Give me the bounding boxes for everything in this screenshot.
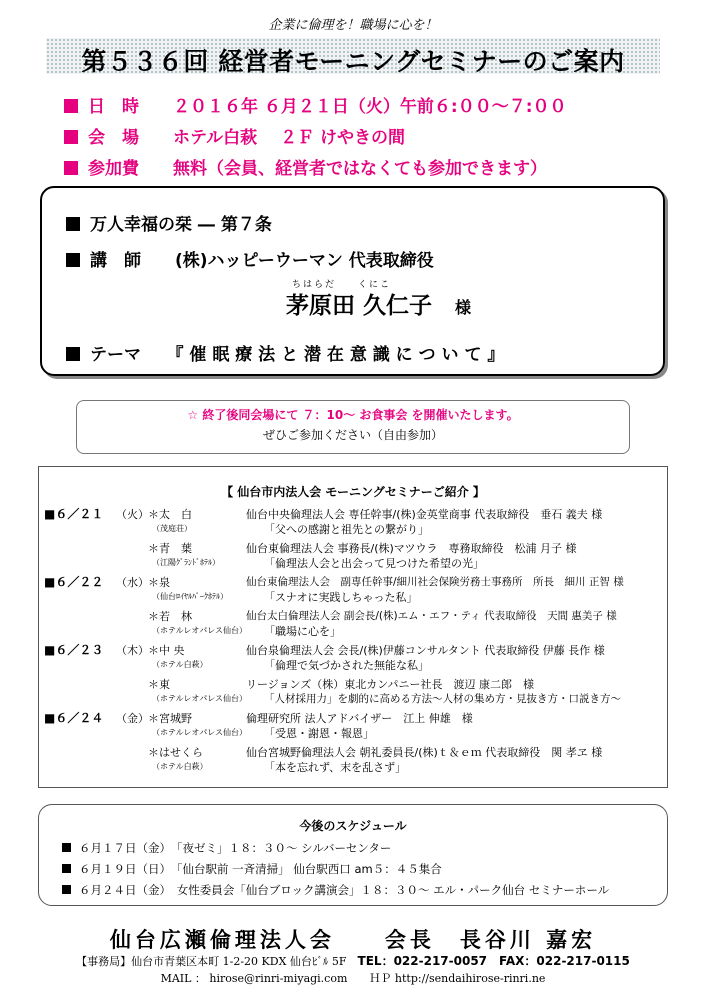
row-speaker: 仙台中央倫理法人会 専任幹事/(株)金英堂商事 代表取締役 垂石 義夫 様 <box>246 508 603 521</box>
row-theme: 「職場に心を」 <box>264 625 341 638</box>
chairperson: 会長 長谷川 嘉宏 <box>384 928 597 952</box>
bullet-square-icon <box>66 253 80 267</box>
office-line <box>0 952 706 969</box>
row-speaker: 仙台宮城野倫理法人会 朝礼委員長/(株)ｔ＆ｅｍ 代表取締役 関 孝ヱ 様 <box>246 746 603 759</box>
schedule-item-text: ６月２４日（金） 女性委員会「仙台ブロック講演会」１８：３０～ エル・パーク仙台 セミナーホール <box>79 883 610 897</box>
bullet-square-icon <box>62 843 71 852</box>
row-speaker: 仙台東倫理法人会 事務長/(株)マツウラ 専務取締役 松浦 月子 様 <box>246 542 577 555</box>
info-label: 参加費 <box>88 159 139 179</box>
row-theme: 「受恩・謝恩・報恩」 <box>264 727 374 740</box>
theme-line <box>66 340 504 365</box>
info-value: ２０１６年 ６月２１日（火）午前６:００～７:００ <box>173 97 567 117</box>
info-value: 無料（会員、経営者ではなくても参加できます） <box>173 159 547 179</box>
bullet-square-icon <box>62 864 71 873</box>
info-label: 会 場 <box>88 128 139 148</box>
page-title: 第５３６回 経営者モーニングセミナーのご案内 <box>81 47 625 76</box>
row-speaker: 倫理研究所 法人アドバイザー 江上 伸雄 様 <box>246 712 473 725</box>
row-name: ＊はせくら <box>148 746 203 759</box>
contact-line: MAIL ： hirose@rinri-miyagi.com ＨＰ http://sendaihirose-rinri.ne <box>160 972 546 985</box>
article-text: 万人幸福の栞 ― 第７条 <box>90 215 272 235</box>
info-label: 日 時 <box>88 97 139 117</box>
row-day: （木） <box>116 644 149 657</box>
row-venue: （ホテル白萩） <box>152 762 208 771</box>
row-speaker: 仙台泉倫理法人会 会長/(株)伊藤コンサルタント 代表取締役 伊藤 長作 様 <box>246 644 605 657</box>
row-name: ＊青 葉 <box>148 542 192 555</box>
office-phone: TEL：022-217-0057 FAX：022-217-0115 <box>357 954 630 968</box>
row-day: （火） <box>116 508 149 521</box>
bullet-square-icon <box>64 161 78 175</box>
row-day: （金） <box>116 712 149 725</box>
row-day: （水） <box>116 576 149 589</box>
row-name: ＊宮城野 <box>148 712 192 725</box>
lecturer-ruby: ちはらだ くにこ <box>292 280 392 290</box>
row-speaker: リージョンズ（株）東北カンパニー社長 渡辺 康二郎 様 <box>246 678 534 691</box>
theme-text: 『 催 眠 療 法 と 潜 在 意 識 に つ い て 』 <box>175 345 505 365</box>
row-theme: 「倫理法人会と出会って見つけた希望の光」 <box>264 557 484 570</box>
organization-line <box>0 924 706 954</box>
info-value: ホテル白萩 ２Ｆ けやきの間 <box>173 128 405 148</box>
row-speaker: 仙台太白倫理法人会 副会長/(株)エム・エフ・ティ 代表取締役 天間 惠美子 様 <box>246 610 617 622</box>
lecturer-name: 茅原田 久仁子 <box>286 293 433 319</box>
row-name: ＊泉 <box>148 576 170 589</box>
lecturer-org: (株)ハッピーウーマン 代表取締役 <box>175 251 434 271</box>
lecturer-honorific: 様 <box>455 298 472 317</box>
organization-name: 仙台広瀬倫理法人会 <box>109 928 335 952</box>
lecturer-label: 講 師 <box>90 251 141 271</box>
row-date: ■６／２３ <box>44 643 104 657</box>
intro-title: 【 仙台市内法人会 モーニングセミナーご紹介 】 <box>221 485 485 499</box>
notice-line2: ぜひご参加ください（自由参加） <box>262 428 443 442</box>
row-venue: （仙台ﾛｲﾔﾙﾊﾟｰｸﾎﾃﾙ） <box>152 592 228 601</box>
row-name: ＊中 央 <box>148 644 185 657</box>
row-name: ＊東 <box>148 678 170 691</box>
schedule-item-text: ６月１７日（金） 「夜ゼミ」１８：３０～ シルバーセンター <box>79 841 392 855</box>
row-theme: 「人材採用力」を劇的に高める方法～人材の集め方・見抜き方・口説き方～ <box>264 693 621 705</box>
theme-label: テーマ <box>90 345 141 365</box>
bullet-square-icon <box>64 99 78 113</box>
office-address: 【事務局】仙台市青葉区本町 1-2-20 KDX 仙台ﾋﾞﾙ 5F <box>76 955 347 968</box>
row-date: ■６／２４ <box>44 711 104 725</box>
schedule-item-text: ６月１９日（日） 「仙台駅前 一斉清掃」 仙台駅西口 am５：４５集合 <box>79 862 442 876</box>
schedule-item <box>62 840 391 856</box>
row-date: ■６／２２ <box>44 575 104 589</box>
lecturer-name-line <box>286 287 471 320</box>
row-date: ■６／２１ <box>44 507 104 521</box>
info-fee <box>64 154 547 179</box>
article-line <box>66 210 272 235</box>
row-venue: （ホテルレオパレス仙台） <box>152 694 247 703</box>
row-venue: （茂庭荘） <box>152 524 192 533</box>
row-theme: 「倫理で気づかされた無能な私」 <box>264 659 429 672</box>
row-venue: （ホテルレオパレス仙台） <box>152 626 247 635</box>
row-theme: 「父への感謝と祖先との繋がり」 <box>264 523 429 536</box>
row-theme: 「本を忘れず、末を乱さず」 <box>264 761 407 774</box>
schedule-item <box>62 882 609 898</box>
row-name: ＊若 林 <box>148 610 192 623</box>
row-theme: 「スナオに実践しちゃった私」 <box>264 591 418 604</box>
row-venue: （ホテル白萩） <box>152 660 208 669</box>
row-venue: （江陽ｸﾞﾗﾝﾄﾞﾎﾃﾙ） <box>152 558 220 567</box>
bullet-square-icon <box>66 347 80 361</box>
tagline: 企業に倫理を！職場に心を！ <box>268 18 438 33</box>
info-datetime <box>64 92 567 117</box>
row-speaker: 仙台東倫理法人会 副専任幹事/細川社会保険労務士事務所 所長 細川 正智 様 <box>246 576 624 588</box>
lecturer-line <box>66 246 434 271</box>
info-venue <box>64 123 405 148</box>
row-name: ＊太 白 <box>148 508 192 521</box>
bullet-square-icon <box>64 130 78 144</box>
row-venue: （ホテルレオパレス仙台） <box>152 728 247 737</box>
schedule-item <box>62 861 442 877</box>
notice-line1: ☆ 終了後同会場にて ７：10～ お食事会 を開催いたします。 <box>187 408 519 422</box>
bullet-square-icon <box>66 217 80 231</box>
bullet-square-icon <box>62 885 71 894</box>
schedule-title: 今後のスケジュール <box>299 819 407 833</box>
